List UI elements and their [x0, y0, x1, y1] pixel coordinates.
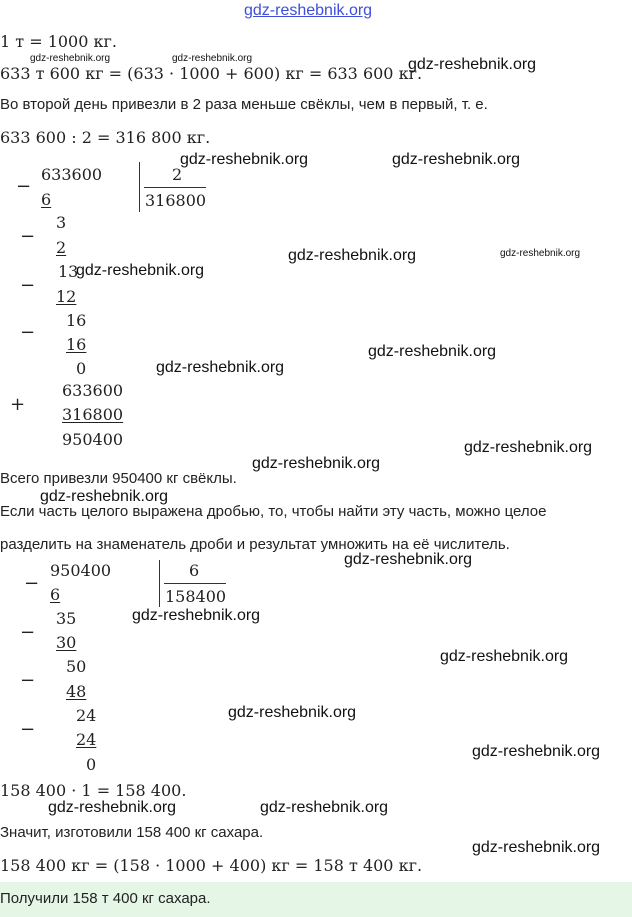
- watermark: gdz-reshebnik.org: [48, 799, 177, 816]
- minus-sign: −: [20, 622, 36, 643]
- watermark: gdz-reshebnik.org: [392, 151, 521, 168]
- watermark: gdz-reshebnik.org: [288, 247, 417, 264]
- watermark: gdz-reshebnik.org: [260, 799, 389, 816]
- watermark: gdz-reshebnik.org: [156, 359, 285, 376]
- addend: 316800: [62, 405, 124, 424]
- rule-line: Если часть целого выражена дробью, то, чтобы найти эту часть, можно целое: [0, 503, 547, 520]
- step: 6: [50, 585, 61, 604]
- remainder: 0: [76, 359, 87, 378]
- minus-sign: −: [20, 275, 36, 296]
- step: 30: [56, 633, 77, 652]
- watermark: gdz-reshebnik.org: [344, 551, 473, 568]
- step: 35: [56, 609, 77, 628]
- addend: 633600: [62, 381, 124, 400]
- quotient: 158400: [165, 587, 227, 606]
- divisor-line: [164, 583, 226, 584]
- plus-sign: +: [10, 394, 26, 415]
- step: 16: [66, 311, 87, 330]
- step: 24: [76, 730, 97, 749]
- total-line: Всего привезли 950400 кг свёклы.: [0, 470, 237, 487]
- expression-line: 633 т 600 кг = (633 · 1000 + 600) кг = 633 600 кг.: [0, 64, 423, 83]
- watermark: gdz-reshebnik.org: [472, 743, 601, 760]
- multiplication-line: 158 400 · 1 = 158 400.: [0, 781, 187, 800]
- rule-line: разделить на знаменатель дроби и результат умножить на её числитель.: [0, 536, 510, 553]
- watermark: gdz-reshebnik.org: [464, 439, 593, 456]
- watermark: gdz-reshebnik.org: [76, 262, 205, 279]
- watermark: gdz-reshebnik.org: [30, 53, 111, 64]
- watermark: gdz-reshebnik.org: [40, 488, 169, 505]
- result-line: Значит, изготовили 158 400 кг сахара.: [0, 824, 264, 841]
- minus-sign: −: [20, 670, 36, 691]
- watermark: gdz-reshebnik.org: [472, 839, 601, 856]
- minus-sign: −: [20, 322, 36, 343]
- step: 13: [58, 262, 79, 281]
- watermark: gdz-reshebnik.org: [132, 607, 261, 624]
- conversion-line: 158 400 кг = (158 · 1000 + 400) кг = 158 т 400 кг.: [0, 856, 423, 875]
- step: 16: [66, 335, 87, 354]
- divisor: 6: [189, 561, 200, 580]
- sum: 950400: [62, 430, 124, 449]
- division-bar: [139, 162, 140, 212]
- watermark: gdz-reshebnik.org: [252, 455, 381, 472]
- dividend: 950400: [50, 561, 112, 580]
- step: 12: [56, 287, 77, 306]
- watermark: gdz-reshebnik.org: [408, 56, 537, 73]
- step: 24: [76, 706, 97, 725]
- divisor-line: [144, 187, 206, 188]
- conversion-line: 1 т = 1000 кг.: [0, 32, 117, 51]
- step: 50: [66, 657, 87, 676]
- minus-sign: −: [16, 176, 32, 197]
- watermark: gdz-reshebnik.org: [440, 648, 569, 665]
- watermark: gdz-reshebnik.org: [368, 343, 497, 360]
- remainder: 0: [86, 755, 97, 774]
- minus-sign: −: [24, 573, 40, 594]
- divisor: 2: [172, 165, 183, 184]
- watermark: gdz-reshebnik.org: [180, 151, 309, 168]
- step: 48: [66, 682, 87, 701]
- minus-sign: −: [20, 226, 36, 247]
- watermark: gdz-reshebnik.org: [228, 704, 357, 721]
- watermark: gdz-reshebnik.org: [172, 53, 253, 64]
- statement-line: Во второй день привезли в 2 раза меньше свёклы, чем в первый, т. е.: [0, 96, 488, 113]
- watermark: gdz-reshebnik.org: [500, 248, 581, 259]
- division-line: 633 600 : 2 = 316 800 кг.: [0, 128, 211, 147]
- step: 2: [56, 238, 67, 257]
- answer-text: Получили 158 т 400 кг сахара.: [0, 890, 211, 907]
- top-watermark[interactable]: gdz-reshebnik.org: [244, 2, 373, 19]
- minus-sign: −: [20, 719, 36, 740]
- quotient: 316800: [145, 191, 207, 210]
- step: 6: [41, 190, 52, 209]
- division-bar: [159, 560, 160, 607]
- step: 3: [56, 213, 67, 232]
- dividend: 633600: [41, 165, 103, 184]
